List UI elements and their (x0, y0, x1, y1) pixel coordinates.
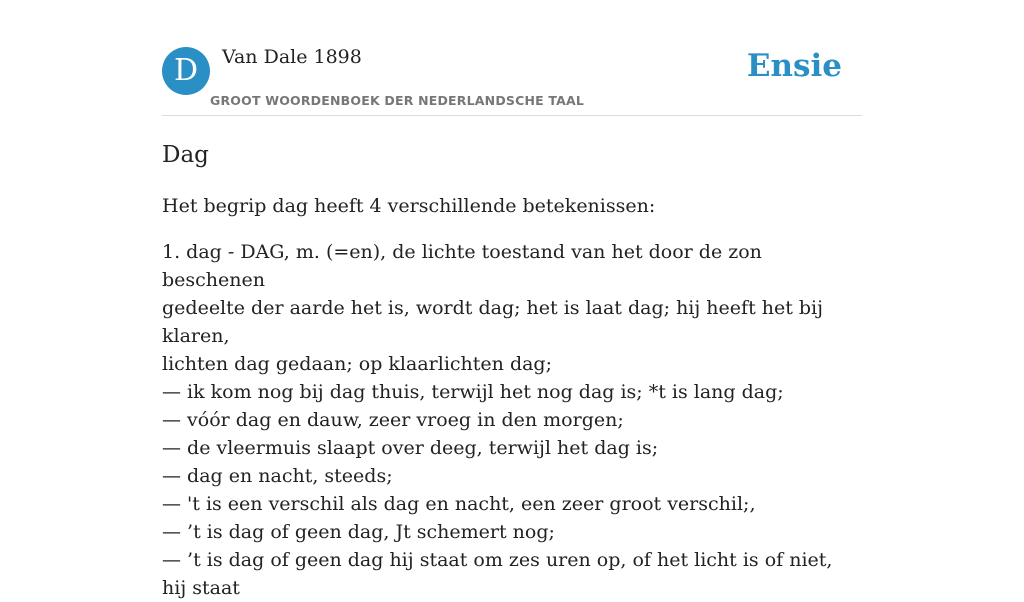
definition-line: — ik kom nog bij dag thuis, terwijl het nog dag is; *t is lang dag; (162, 381, 784, 403)
ensie-logo[interactable]: Ensie (746, 48, 842, 84)
definition-line: 1. dag - DAG, m. (=en), de lichte toestand van het door de zon beschenen (162, 241, 762, 291)
source-title[interactable]: Van Dale 1898 (222, 46, 362, 68)
source-subtitle: GROOT WOORDENBOEK DER NEDERLANDSCHE TAAL (210, 93, 585, 108)
header (162, 46, 862, 116)
definition-line: — 't is een verschil als dag en nacht, een zeer groot verschil;, (162, 493, 756, 515)
definition-line: — dag en nacht, steeds; (162, 465, 393, 487)
definition-line: — de vleermuis slaapt over deeg, terwijl het dag is; (162, 437, 659, 459)
header-divider (162, 115, 862, 116)
definition-line: — ’t is dag of geen dag hij staat om zes uren op, of het licht is of niet, hij staat (162, 549, 833, 599)
definition-line: gedeelte der aarde het is, wordt dag; het is laat dag; hij heeft het bij klaren, (162, 297, 824, 347)
definition-line: lichten dag gedaan; op klaarlichten dag; (162, 353, 552, 375)
entry-intro: Het begrip dag heeft 4 verschillende betekenissen: (162, 195, 656, 217)
page-title: Dag (162, 142, 209, 168)
definition-line: — vóór dag en dauw, zeer vroeg in den morgen; (162, 409, 624, 431)
definition-line: — ’t is dag of geen dag, Jt schemert nog; (162, 521, 555, 543)
entry-content (162, 140, 862, 602)
definition-text (162, 238, 862, 602)
source-logo[interactable]: D (162, 47, 210, 95)
